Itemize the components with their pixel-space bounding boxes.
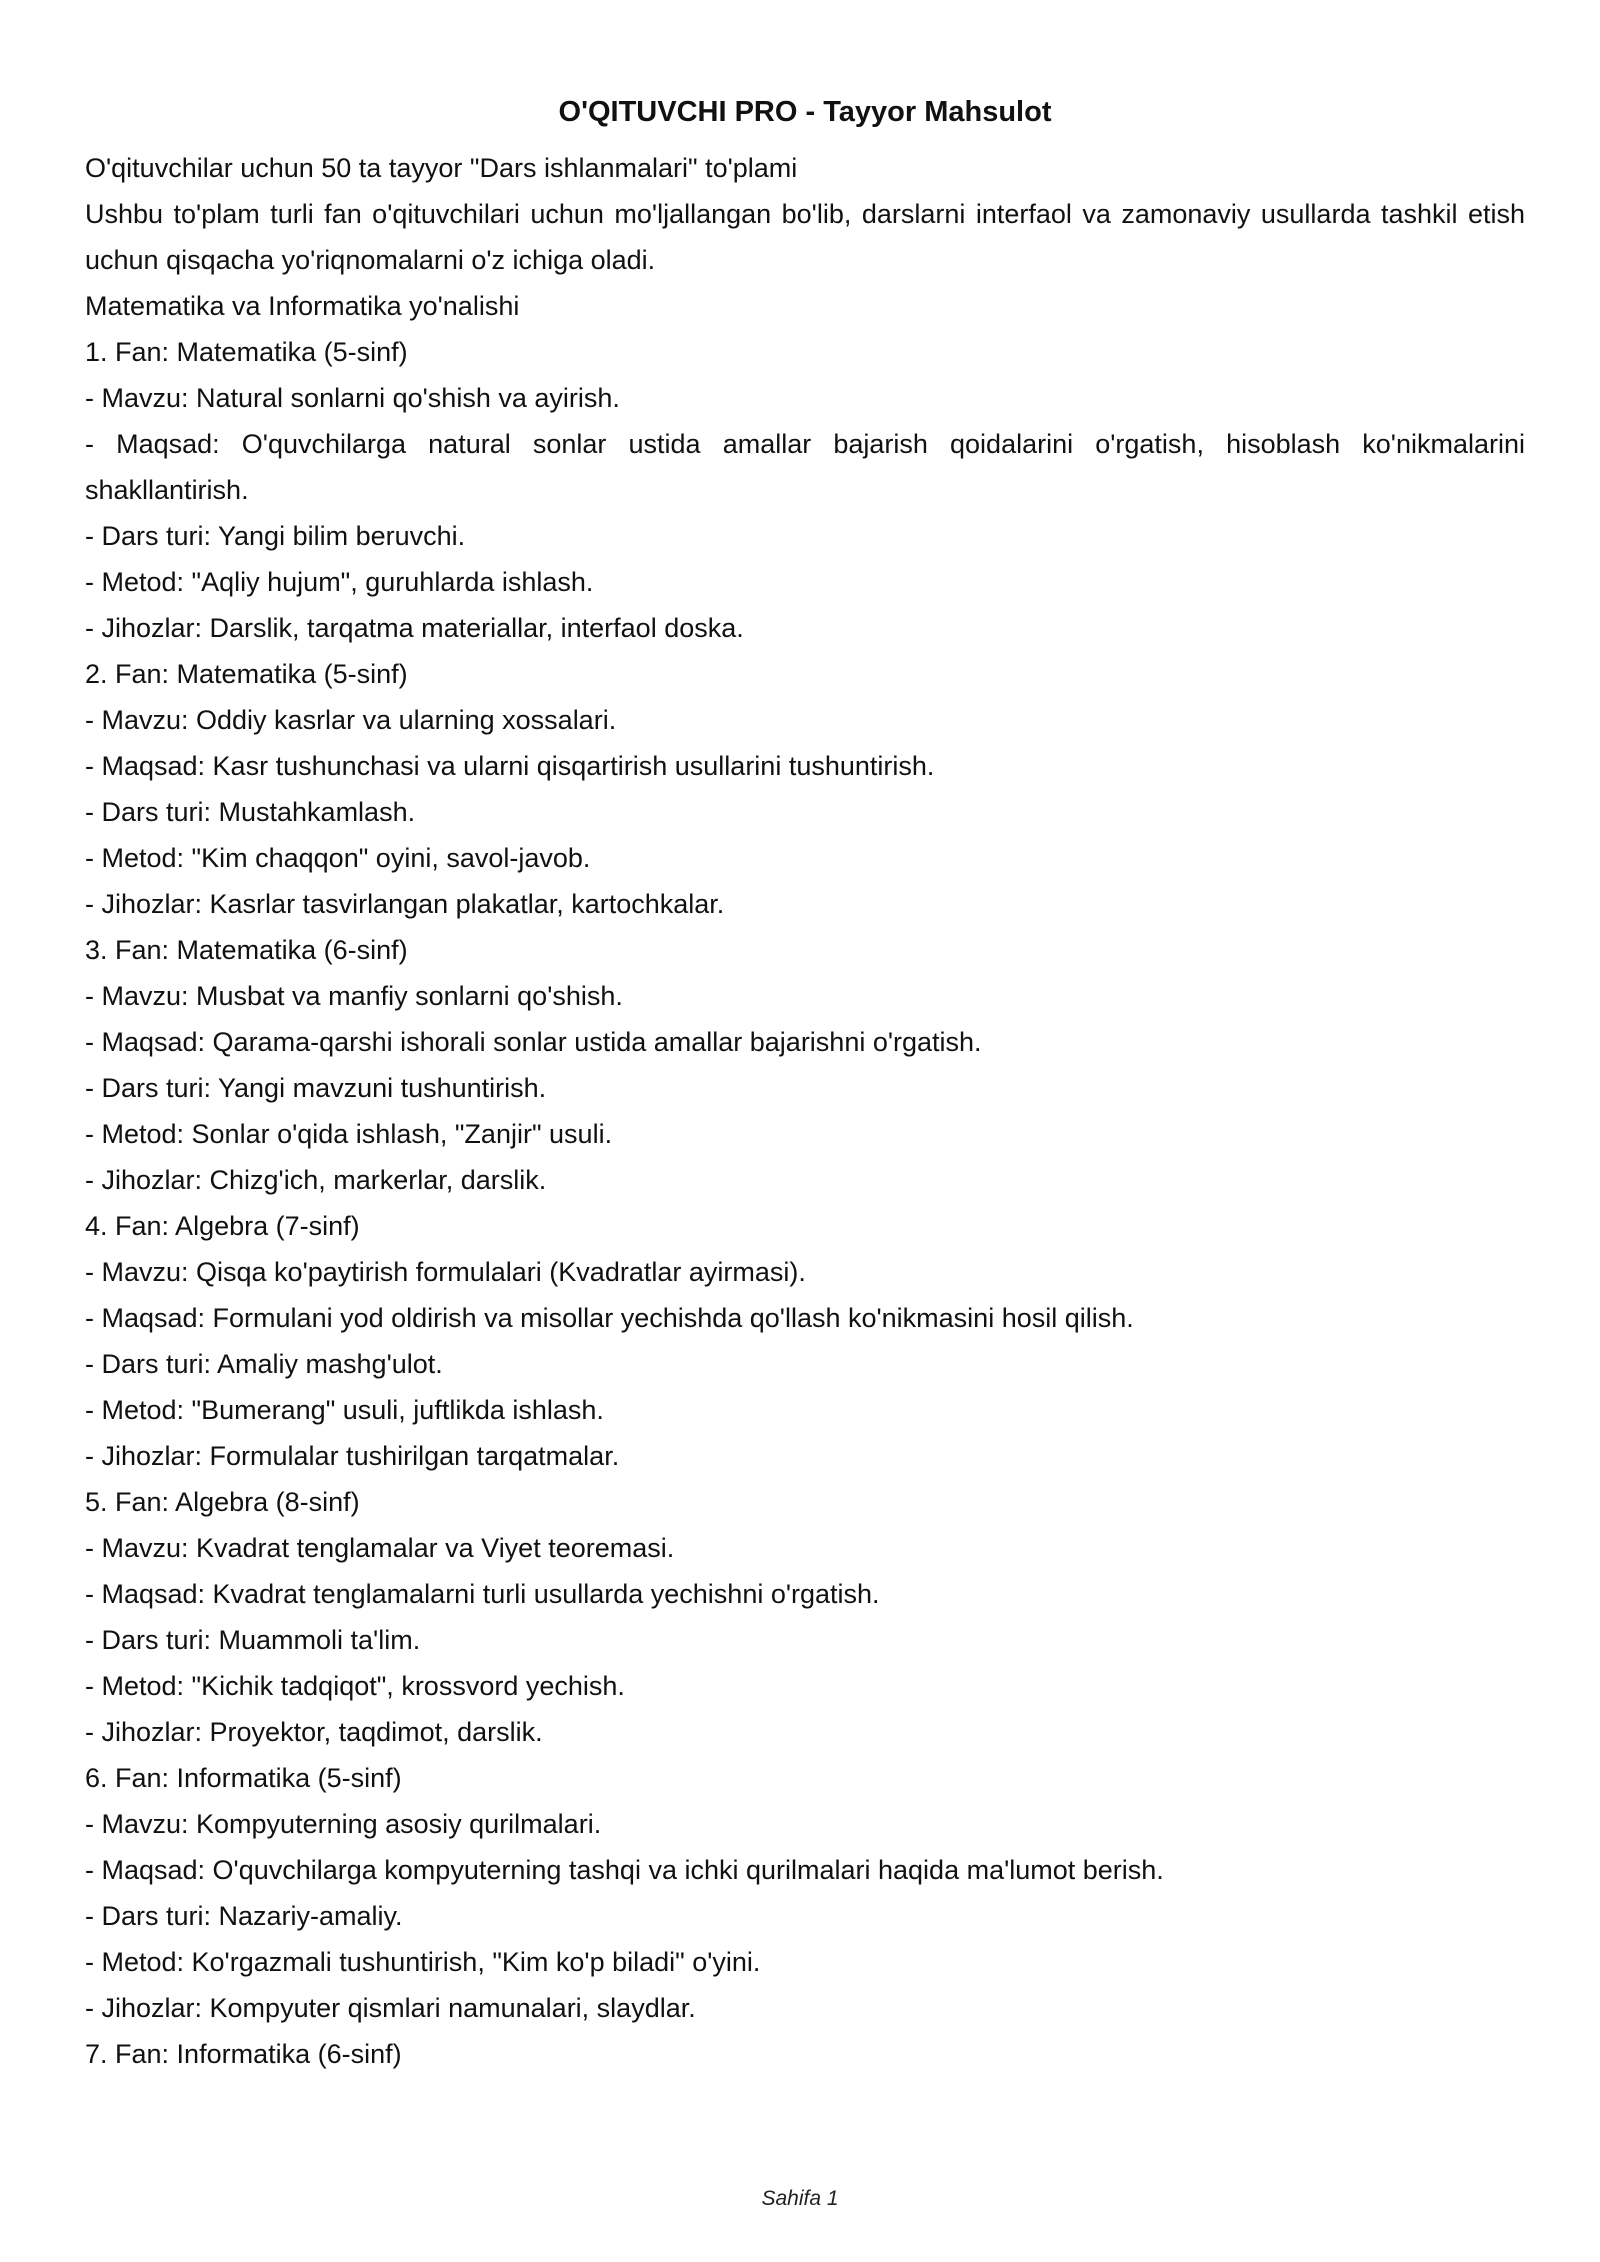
lesson-maqsad: - Maqsad: Qarama-qarshi ishorali sonlar ustida amallar bajarishni o'rgatish.: [85, 1027, 982, 1057]
lesson-dars-turi: - Dars turi: Yangi mavzuni tushuntirish.: [85, 1073, 547, 1103]
lesson-2: [85, 651, 1525, 927]
lesson-dars-turi: - Dars turi: Yangi bilim beruvchi.: [85, 521, 466, 551]
lesson-heading: 6. Fan: Informatika (5-sinf): [85, 1763, 402, 1793]
lesson-maqsad: - Maqsad: O'quvchilarga kompyuterning tashqi va ichki qurilmalari haqida ma'lumot berish.: [85, 1855, 1164, 1885]
document-intro: Ushbu to'plam turli fan o'qituvchilari uchun mo'ljallangan bo'lib, darslarni interfaol va zamonaviy usullarda tashkil etish uchun qisqacha yo'riqnomalarni o'z ichiga oladi.: [85, 199, 1525, 275]
lesson-heading: 5. Fan: Algebra (8-sinf): [85, 1487, 360, 1517]
lesson-heading: 3. Fan: Matematika (6-sinf): [85, 935, 408, 965]
lesson-metod: - Metod: "Bumerang" usuli, juftlikda ishlash.: [85, 1395, 604, 1425]
lesson-metod: - Metod: "Kichik tadqiqot", krossvord yechish.: [85, 1671, 625, 1701]
lesson-dars-turi: - Dars turi: Mustahkamlash.: [85, 797, 416, 827]
lesson-maqsad: - Maqsad: Kvadrat tenglamalarni turli usullarda yechishni o'rgatish.: [85, 1579, 880, 1609]
page-number-footer: Sahifa 1: [761, 2187, 839, 2210]
lesson-metod: - Metod: "Kim chaqqon" oyini, savol-javob.: [85, 843, 591, 873]
section-heading: Matematika va Informatika yo'nalishi: [85, 291, 520, 321]
lesson-jihozlar: - Jihozlar: Proyektor, taqdimot, darslik.: [85, 1717, 543, 1747]
lesson-1: [85, 329, 1525, 651]
lesson-mavzu: - Mavzu: Natural sonlarni qo'shish va ayirish.: [85, 383, 620, 413]
document-subtitle: O'qituvchilar uchun 50 ta tayyor "Dars ishlanmalari" to'plami: [85, 153, 798, 183]
lesson-mavzu: - Mavzu: Kompyuterning asosiy qurilmalari.: [85, 1809, 602, 1839]
lesson-jihozlar: - Jihozlar: Darslik, tarqatma materiallar, interfaol doska.: [85, 613, 744, 643]
lesson-7-heading: 7. Fan: Informatika (6-sinf): [85, 2039, 402, 2069]
lesson-jihozlar: - Jihozlar: Kasrlar tasvirlangan plakatlar, kartochkalar.: [85, 889, 725, 919]
lesson-maqsad: - Maqsad: O'quvchilarga natural sonlar ustida amallar bajarish qoidalarini o'rgatish, hisoblash ko'nikmalarini shakllantirish.: [85, 429, 1525, 505]
lesson-jihozlar: - Jihozlar: Kompyuter qismlari namunalari, slaydlar.: [85, 1993, 696, 2023]
lesson-heading: 4. Fan: Algebra (7-sinf): [85, 1211, 360, 1241]
lesson-3: [85, 927, 1525, 1203]
lesson-mavzu: - Mavzu: Oddiy kasrlar va ularning xossalari.: [85, 705, 617, 735]
lesson-heading: 1. Fan: Matematika (5-sinf): [85, 337, 408, 367]
lesson-jihozlar: - Jihozlar: Formulalar tushirilgan tarqatmalar.: [85, 1441, 620, 1471]
lesson-mavzu: - Mavzu: Musbat va manfiy sonlarni qo'shish.: [85, 981, 623, 1011]
lesson-dars-turi: - Dars turi: Muammoli ta'lim.: [85, 1625, 421, 1655]
lesson-dars-turi: - Dars turi: Amaliy mashg'ulot.: [85, 1349, 443, 1379]
lesson-dars-turi: - Dars turi: Nazariy-amaliy.: [85, 1901, 403, 1931]
document-page: [85, 90, 1525, 2077]
lesson-mavzu: - Mavzu: Qisqa ko'paytirish formulalari (Kvadratlar ayirmasi).: [85, 1257, 806, 1287]
lesson-4: [85, 1203, 1525, 1479]
lesson-mavzu: - Mavzu: Kvadrat tenglamalar va Viyet teoremasi.: [85, 1533, 675, 1563]
lesson-metod: - Metod: Ko'rgazmali tushuntirish, "Kim ko'p biladi" o'yini.: [85, 1947, 761, 1977]
lesson-metod: - Metod: "Aqliy hujum", guruhlarda ishlash.: [85, 567, 594, 597]
lesson-5: [85, 1479, 1525, 1755]
lesson-metod: - Metod: Sonlar o'qida ishlash, "Zanjir" usuli.: [85, 1119, 613, 1149]
lesson-heading: 2. Fan: Matematika (5-sinf): [85, 659, 408, 689]
lesson-maqsad: - Maqsad: Formulani yod oldirish va misollar yechishda qo'llash ko'nikmasini hosil qilish.: [85, 1303, 1134, 1333]
lesson-maqsad: - Maqsad: Kasr tushunchasi va ularni qisqartirish usullarini tushuntirish.: [85, 751, 935, 781]
document-title: O'QITUVCHI PRO - Tayyor Mahsulot: [558, 96, 1052, 128]
lesson-jihozlar: - Jihozlar: Chizg'ich, markerlar, darslik.: [85, 1165, 547, 1195]
document-body: [85, 145, 1525, 2077]
lesson-6: [85, 1755, 1525, 2031]
